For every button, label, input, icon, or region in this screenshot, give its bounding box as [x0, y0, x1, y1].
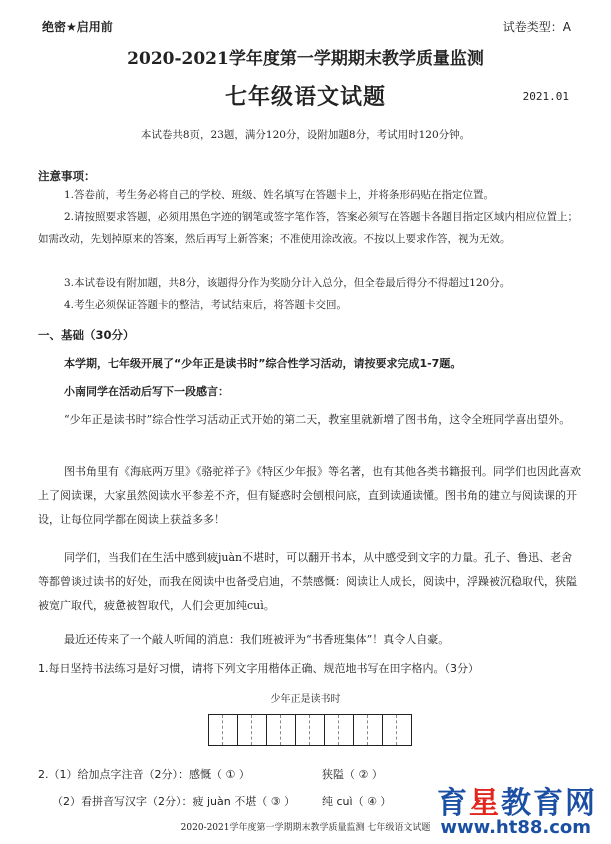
- exam-date: 2021.01: [522, 90, 569, 103]
- essay-paragraph-2: 图书角里有《海底两万里》《骆驼祥子》《特区少年报》等名著，也有其他各类书籍报刊。同学们也因此喜欢上了阅读课，大家虽然阅读水平参差不齐，但有疑惑时会刨根问底，直到读通读懂。图书角的建立与阅读课的开设，让每位同学都在阅读上获益多多！: [38, 465, 581, 526]
- notes-heading: 注意事项：: [38, 169, 96, 183]
- note-item-3: 3.本试卷设有附加题，共8分，该题得分作为奖励分计入总分，但全卷最后得分不得超过120分。: [64, 277, 511, 289]
- essay-intro: 小南同学在活动后写下一段感言：: [64, 385, 229, 398]
- essay-paragraph-1: “少年正是读书时”综合性学习活动正式开始的第二天，教室里就新增了图书角，这令全班同学喜出望外。: [64, 413, 571, 426]
- paper-type: 试卷类型：A: [502, 20, 571, 34]
- question-2-part-1b: 狭隘（ ② ）: [322, 768, 383, 781]
- grid-cell[interactable]: [238, 715, 267, 745]
- section-heading: 一、基础（30分）: [38, 328, 135, 342]
- exam-intro: 本试卷共8页，23题，满分120分，设附加题8分，考试用时120分钟。: [140, 129, 471, 141]
- essay-paragraph-3: 同学们，当我们在生活中感到疲juàn不堪时，可以翻开书本，从中感受到文字的力量。孔子、鲁迅、老舍等都曾谈过读书的好处，而我在阅读中也备受启迪，不禁感慨：阅读让人成长，阅读中，浮躁被沉稳取代，狭隘被宽广取代，疲惫被智取代，人们会更加纯cuì。: [38, 551, 577, 612]
- grid-cell[interactable]: [267, 715, 296, 745]
- watermark-url: www.ht88.com: [440, 817, 591, 838]
- calligraphy-caption: 少年正是读书时: [270, 694, 341, 705]
- question-1: 1.每日坚持书法练习是好习惯，请将下列文字用楷体正确、规范地书写在田字格内。（3分）: [38, 662, 479, 675]
- activity-intro: 本学期，七年级开展了“少年正是读书时”综合性学习活动，请按要求完成1-7题。: [64, 357, 462, 370]
- note-item-1: 1.答卷前，考生务必将自己的学校、班级、姓名填写在答题卡上，并将条形码贴在指定位置。: [64, 189, 495, 201]
- secret-label: 绝密★启用前: [42, 20, 113, 34]
- watermark-part1: 育: [437, 786, 469, 821]
- page-footer: 2020-2021学年度第一学期期末教学质量监测 七年级语文试题: [180, 823, 431, 833]
- essay-paragraph-4: 最近还传来了一个敲人听闻的消息：我们班被评为“书香班集体”！真令人自豪。: [64, 633, 450, 646]
- question-2-part-1a: 2.（1）给加点字注音（2分）：感慨（ ① ）: [38, 768, 250, 781]
- watermark-part2: 教育网: [501, 786, 597, 821]
- exam-title: 2020-2021学年度第一学期期末教学质量监测: [127, 49, 484, 69]
- grid-cell[interactable]: [383, 715, 411, 745]
- grid-cell[interactable]: [296, 715, 325, 745]
- watermark-logo: [437, 778, 597, 822]
- exam-subtitle: 七年级语文试题: [224, 84, 386, 110]
- grid-cell[interactable]: [325, 715, 354, 745]
- note-item-2: 2.请按照要求答题，必须用黑色字迹的钢笔或签字笔作答，答案必须写在答题卡各题目指定区域内相应位置上；如需改动，先划掉原来的答案，然后再写上新答案；不准使用涂改液。不按以上要求作答，视为无效。: [38, 211, 579, 245]
- note-item-4: 4.考生必须保证答题卡的整洁，考试结束后，将答题卡交回。: [64, 299, 348, 311]
- tianzige-grid[interactable]: [208, 714, 412, 746]
- question-2-part-2b: 纯 cuì（ ④ ）: [322, 795, 392, 808]
- question-2-part-2a: （2）看拼音写汉字（2分）：疲 juàn 不堪（ ③ ）: [52, 795, 296, 808]
- watermark-star: 星: [469, 786, 501, 821]
- grid-cell[interactable]: [354, 715, 383, 745]
- grid-cell[interactable]: [209, 715, 238, 745]
